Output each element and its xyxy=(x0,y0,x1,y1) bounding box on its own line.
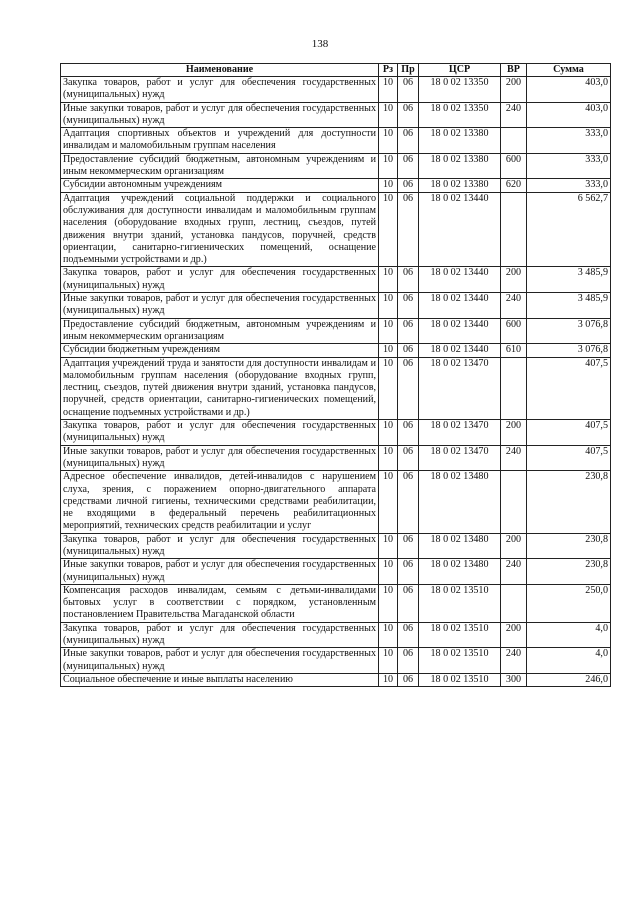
cell-vr xyxy=(501,471,527,533)
cell-rz: 10 xyxy=(379,584,398,622)
cell-sum: 333,0 xyxy=(527,179,611,192)
cell-sum: 230,8 xyxy=(527,471,611,533)
cell-pr: 06 xyxy=(398,445,419,471)
cell-vr: 200 xyxy=(501,420,527,446)
cell-name: Закупка товаров, работ и услуг для обеспечения государственных (муниципальных) нужд xyxy=(61,420,379,446)
cell-rz: 10 xyxy=(379,344,398,357)
header-pr: Пр xyxy=(398,64,419,77)
header-name: Наименование xyxy=(61,64,379,77)
cell-name: Адресное обеспечение инвалидов, детей-инвалидов с нарушением слуха, зрения, с поражением опорно-двигательного аппарата средствами личной гигиены, техническими средствами реабилитации, не входящими в федеральный перечень реабилитационных мероприятий, технических средств реабилитации и услуг xyxy=(61,471,379,533)
cell-vr xyxy=(501,357,527,419)
table-row xyxy=(61,318,611,344)
cell-rz: 10 xyxy=(379,318,398,344)
header-csr: ЦСР xyxy=(419,64,501,77)
cell-pr: 06 xyxy=(398,344,419,357)
cell-csr: 18 0 02 13470 xyxy=(419,445,501,471)
table-row xyxy=(61,267,611,293)
cell-vr: 200 xyxy=(501,533,527,559)
table-row xyxy=(61,293,611,319)
cell-name: Социальное обеспечение и иные выплаты населению xyxy=(61,673,379,686)
cell-name: Предоставление субсидий бюджетным, автономным учреждениям и иным некоммерческим организациям xyxy=(61,318,379,344)
cell-rz: 10 xyxy=(379,77,398,103)
cell-csr: 18 0 02 13480 xyxy=(419,559,501,585)
cell-vr: 600 xyxy=(501,318,527,344)
cell-vr: 620 xyxy=(501,179,527,192)
cell-csr: 18 0 02 13470 xyxy=(419,357,501,419)
cell-vr xyxy=(501,192,527,267)
cell-csr: 18 0 02 13470 xyxy=(419,420,501,446)
cell-rz: 10 xyxy=(379,471,398,533)
cell-sum: 250,0 xyxy=(527,584,611,622)
cell-name: Адаптация спортивных объектов и учреждений для доступности инвалидам и маломобильным группам населения xyxy=(61,128,379,154)
table-row xyxy=(61,77,611,103)
cell-csr: 18 0 02 13380 xyxy=(419,179,501,192)
table-row xyxy=(61,128,611,154)
cell-csr: 18 0 02 13350 xyxy=(419,102,501,128)
cell-sum: 407,5 xyxy=(527,420,611,446)
cell-pr: 06 xyxy=(398,584,419,622)
cell-name: Адаптация учреждений труда и занятости для доступности инвалидам и маломобильным группам населения (оборудование входных групп, лестниц, съездов, путей движения внутри зданий, установка пандусов, поручней, средств ориентации, санитарно-гигиенических помещений, оснащение подъемных устройствами и др.) xyxy=(61,357,379,419)
cell-vr: 610 xyxy=(501,344,527,357)
cell-rz: 10 xyxy=(379,445,398,471)
budget-table xyxy=(60,63,611,687)
cell-vr xyxy=(501,128,527,154)
cell-pr: 06 xyxy=(398,533,419,559)
cell-csr: 18 0 02 13510 xyxy=(419,673,501,686)
cell-rz: 10 xyxy=(379,179,398,192)
cell-rz: 10 xyxy=(379,673,398,686)
cell-sum: 4,0 xyxy=(527,622,611,648)
cell-name: Иные закупки товаров, работ и услуг для обеспечения государственных (муниципальных) нужд xyxy=(61,445,379,471)
cell-pr: 06 xyxy=(398,153,419,179)
page-number: 138 xyxy=(311,38,329,50)
cell-vr: 240 xyxy=(501,648,527,674)
cell-pr: 06 xyxy=(398,357,419,419)
cell-csr: 18 0 02 13350 xyxy=(419,77,501,103)
cell-name: Закупка товаров, работ и услуг для обеспечения государственных (муниципальных) нужд xyxy=(61,77,379,103)
header-vr: ВР xyxy=(501,64,527,77)
table-row xyxy=(61,673,611,686)
cell-pr: 06 xyxy=(398,673,419,686)
cell-csr: 18 0 02 13440 xyxy=(419,344,501,357)
cell-rz: 10 xyxy=(379,102,398,128)
cell-vr: 600 xyxy=(501,153,527,179)
cell-vr: 240 xyxy=(501,559,527,585)
cell-csr: 18 0 02 13380 xyxy=(419,128,501,154)
cell-name: Предоставление субсидий бюджетным, автономным учреждениям и иным некоммерческим организациям xyxy=(61,153,379,179)
table-row xyxy=(61,344,611,357)
cell-rz: 10 xyxy=(379,533,398,559)
cell-vr: 200 xyxy=(501,622,527,648)
table-row xyxy=(61,648,611,674)
cell-csr: 18 0 02 13510 xyxy=(419,648,501,674)
cell-pr: 06 xyxy=(398,648,419,674)
cell-csr: 18 0 02 13440 xyxy=(419,318,501,344)
cell-pr: 06 xyxy=(398,471,419,533)
cell-sum: 333,0 xyxy=(527,128,611,154)
cell-pr: 06 xyxy=(398,622,419,648)
cell-vr xyxy=(501,584,527,622)
cell-rz: 10 xyxy=(379,559,398,585)
table-row xyxy=(61,179,611,192)
cell-vr: 200 xyxy=(501,77,527,103)
cell-csr: 18 0 02 13380 xyxy=(419,153,501,179)
cell-vr: 240 xyxy=(501,102,527,128)
cell-pr: 06 xyxy=(398,293,419,319)
cell-sum: 246,0 xyxy=(527,673,611,686)
cell-rz: 10 xyxy=(379,153,398,179)
cell-name: Субсидии бюджетным учреждениям xyxy=(61,344,379,357)
cell-name: Иные закупки товаров, работ и услуг для обеспечения государственных (муниципальных) нужд xyxy=(61,293,379,319)
cell-csr: 18 0 02 13440 xyxy=(419,293,501,319)
cell-csr: 18 0 02 13480 xyxy=(419,471,501,533)
cell-sum: 230,8 xyxy=(527,533,611,559)
table-row xyxy=(61,357,611,419)
cell-pr: 06 xyxy=(398,420,419,446)
table-body xyxy=(61,77,611,687)
cell-pr: 06 xyxy=(398,128,419,154)
cell-pr: 06 xyxy=(398,192,419,267)
cell-pr: 06 xyxy=(398,179,419,192)
cell-sum: 407,5 xyxy=(527,357,611,419)
cell-rz: 10 xyxy=(379,622,398,648)
cell-vr: 300 xyxy=(501,673,527,686)
cell-rz: 10 xyxy=(379,293,398,319)
table-row xyxy=(61,559,611,585)
table-row xyxy=(61,192,611,267)
cell-name: Иные закупки товаров, работ и услуг для обеспечения государственных (муниципальных) нужд xyxy=(61,102,379,128)
table-row xyxy=(61,471,611,533)
cell-sum: 403,0 xyxy=(527,102,611,128)
cell-sum: 407,5 xyxy=(527,445,611,471)
header-rz: Рз xyxy=(379,64,398,77)
table-header-row xyxy=(61,64,611,77)
cell-sum: 3 485,9 xyxy=(527,293,611,319)
cell-rz: 10 xyxy=(379,420,398,446)
cell-rz: 10 xyxy=(379,648,398,674)
cell-vr: 200 xyxy=(501,267,527,293)
header-sum: Сумма xyxy=(527,64,611,77)
cell-sum: 4,0 xyxy=(527,648,611,674)
cell-name: Компенсация расходов инвалидам, семьям с детьми-инвалидами бытовых услуг в соответствии с порядком, установленным постановлением Правительства Магаданской области xyxy=(61,584,379,622)
cell-pr: 06 xyxy=(398,318,419,344)
table-row xyxy=(61,445,611,471)
table-row xyxy=(61,102,611,128)
cell-sum: 3 485,9 xyxy=(527,267,611,293)
cell-name: Адаптация учреждений социальной поддержки и социального обслуживания для доступности инвалидам и маломобильным группам населения (оборудование входных групп, лестниц, съездов, путей движения внутри зданий, установка пандусов, поручней, средств ориентации, санитарно-гигиенических помещений, оснащение подъемными устройствами и др.) xyxy=(61,192,379,267)
table-row xyxy=(61,420,611,446)
cell-csr: 18 0 02 13510 xyxy=(419,622,501,648)
cell-sum: 6 562,7 xyxy=(527,192,611,267)
cell-rz: 10 xyxy=(379,192,398,267)
cell-sum: 230,8 xyxy=(527,559,611,585)
cell-rz: 10 xyxy=(379,357,398,419)
cell-name: Иные закупки товаров, работ и услуг для обеспечения государственных (муниципальных) нужд xyxy=(61,559,379,585)
table-row xyxy=(61,153,611,179)
table-row xyxy=(61,622,611,648)
cell-sum: 3 076,8 xyxy=(527,318,611,344)
cell-pr: 06 xyxy=(398,77,419,103)
cell-csr: 18 0 02 13440 xyxy=(419,192,501,267)
table-row xyxy=(61,584,611,622)
cell-pr: 06 xyxy=(398,102,419,128)
cell-csr: 18 0 02 13510 xyxy=(419,584,501,622)
cell-pr: 06 xyxy=(398,267,419,293)
cell-name: Субсидии автономным учреждениям xyxy=(61,179,379,192)
cell-pr: 06 xyxy=(398,559,419,585)
cell-csr: 18 0 02 13440 xyxy=(419,267,501,293)
cell-rz: 10 xyxy=(379,128,398,154)
cell-name: Иные закупки товаров, работ и услуг для обеспечения государственных (муниципальных) нужд xyxy=(61,648,379,674)
cell-rz: 10 xyxy=(379,267,398,293)
cell-csr: 18 0 02 13480 xyxy=(419,533,501,559)
cell-sum: 333,0 xyxy=(527,153,611,179)
cell-name: Закупка товаров, работ и услуг для обеспечения государственных (муниципальных) нужд xyxy=(61,267,379,293)
cell-vr: 240 xyxy=(501,293,527,319)
cell-sum: 3 076,8 xyxy=(527,344,611,357)
cell-vr: 240 xyxy=(501,445,527,471)
cell-name: Закупка товаров, работ и услуг для обеспечения государственных (муниципальных) нужд xyxy=(61,622,379,648)
table-row xyxy=(61,533,611,559)
cell-name: Закупка товаров, работ и услуг для обеспечения государственных (муниципальных) нужд xyxy=(61,533,379,559)
cell-sum: 403,0 xyxy=(527,77,611,103)
